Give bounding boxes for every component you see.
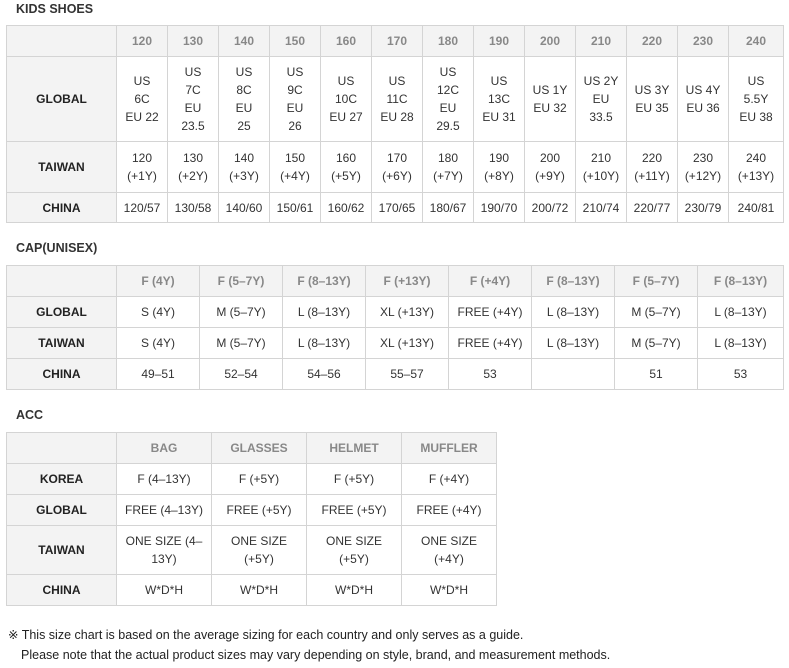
table-cell: [627, 193, 678, 223]
cell-line: US: [439, 65, 457, 79]
cell-line: 190: [488, 151, 510, 165]
table-cell: [117, 193, 168, 223]
cell-line: (+9Y): [535, 169, 565, 183]
cell-line: US 2Y: [583, 74, 619, 88]
table-cell: [525, 193, 576, 223]
cell-line: EU 32: [533, 101, 567, 115]
cell-line: 33.5: [589, 110, 613, 124]
table-cell: 54–56: [283, 359, 366, 390]
table-cell: 55–57: [366, 359, 449, 390]
table-cell: [423, 142, 474, 193]
cell-line: (+2Y): [178, 169, 208, 183]
table-cell: [729, 193, 784, 223]
cell-line: 8C: [236, 83, 252, 97]
cell-line: (+11Y): [634, 169, 670, 183]
table-cell: [372, 193, 423, 223]
cell-line: 150/61: [276, 200, 314, 215]
table-cell: [402, 464, 497, 495]
column-header: BAG: [117, 433, 212, 464]
cell-line: US: [184, 65, 202, 79]
column-header: 220: [627, 26, 678, 57]
table-cell: L (8–13Y): [532, 297, 615, 328]
cell-line: 13C: [487, 92, 510, 106]
cell-line: 160/62: [327, 200, 365, 215]
column-header: 160: [321, 26, 372, 57]
table-cell: 51: [615, 359, 698, 390]
cell-line: 140/60: [225, 200, 263, 215]
table-cell: M (5–7Y): [200, 328, 283, 359]
table-cell: [729, 57, 784, 142]
cell-line: 7C: [185, 83, 201, 97]
cell-line: (+5Y): [244, 552, 274, 566]
cell-line: EU: [286, 101, 304, 115]
cell-line: EU 35: [635, 101, 669, 115]
table-cell: L (8–13Y): [283, 297, 366, 328]
cell-line: FREE (+5Y): [226, 503, 292, 517]
table-cell: [576, 142, 627, 193]
footnote-line-2: Please note that the actual product sizes may vary depending on style, brand, and measurement methods.: [21, 648, 611, 662]
table-cell: [117, 57, 168, 142]
table-cell: [627, 142, 678, 193]
cell-line: 29.5: [436, 119, 460, 133]
table-cell: [532, 359, 615, 390]
cell-line: EU: [592, 92, 610, 106]
column-header: 170: [372, 26, 423, 57]
cap-table: [6, 265, 784, 390]
cell-line: 140: [233, 151, 255, 165]
table-cell: [270, 142, 321, 193]
header-row: [7, 266, 784, 297]
table-cell: [212, 495, 307, 526]
row-label: TAIWAN: [7, 142, 117, 193]
table-cell: 53: [698, 359, 784, 390]
cell-line: 180/67: [429, 200, 467, 215]
column-header: F (+4Y): [449, 266, 532, 297]
table-cell: [423, 193, 474, 223]
cell-line: (+13Y): [737, 169, 775, 183]
row-label: CHINA: [7, 193, 117, 223]
row-label: CHINA: [7, 575, 117, 606]
cell-line: 120/57: [123, 200, 161, 215]
cell-line: W*D*H: [240, 583, 278, 597]
table-cell: FREE (+4Y): [449, 297, 532, 328]
cell-line: 190/70: [480, 200, 518, 215]
cell-line: EU 36: [686, 101, 720, 115]
cell-line: 25: [237, 119, 251, 133]
row-label: GLOBAL: [7, 297, 117, 328]
cell-line: (+6Y): [382, 169, 412, 183]
table-cell: [307, 526, 402, 575]
cell-line: 11C: [386, 92, 408, 106]
cell-line: 9C: [287, 83, 303, 97]
cell-line: US 4Y: [685, 83, 721, 97]
table-cell: XL (+13Y): [366, 297, 449, 328]
table-cell: [678, 193, 729, 223]
cell-line: 200: [539, 151, 561, 165]
table-row: [7, 526, 497, 575]
table-cell: L (8–13Y): [283, 328, 366, 359]
column-header: 190: [474, 26, 525, 57]
cell-line: (+3Y): [229, 169, 259, 183]
table-cell: [168, 57, 219, 142]
header-row: [7, 26, 784, 57]
cell-line: W*D*H: [145, 583, 183, 597]
cell-line: 160: [335, 151, 357, 165]
table-cell: [474, 57, 525, 142]
table-cell: [474, 193, 525, 223]
table-row: [7, 297, 784, 328]
corner-cell: [7, 26, 117, 57]
table-cell: [372, 57, 423, 142]
acc-title: ACC: [16, 408, 44, 422]
header-row: [7, 433, 497, 464]
table-cell: [576, 193, 627, 223]
table-cell: M (5–7Y): [200, 297, 283, 328]
table-cell: 49–51: [117, 359, 200, 390]
cell-line: 220/77: [633, 200, 671, 215]
table-cell: [678, 57, 729, 142]
corner-cell: [7, 433, 117, 464]
cell-line: 170/65: [378, 200, 416, 215]
table-cell: [219, 142, 270, 193]
table-cell: [117, 142, 168, 193]
cell-line: 150: [284, 151, 306, 165]
cell-line: 26: [288, 119, 302, 133]
table-cell: [321, 142, 372, 193]
cell-line: 5.5Y: [743, 92, 769, 106]
table-cell: [402, 575, 497, 606]
cap-title: CAP(UNISEX): [16, 241, 98, 255]
cell-line: US 3Y: [634, 83, 670, 97]
cell-line: ONE SIZE: [420, 534, 477, 548]
table-cell: [117, 575, 212, 606]
cell-line: EU 27: [329, 110, 363, 124]
cell-line: 6C: [134, 92, 150, 106]
cell-line: 210: [590, 151, 612, 165]
cell-line: ONE SIZE: [230, 534, 287, 548]
table-cell: FREE (+4Y): [449, 328, 532, 359]
cell-line: EU: [439, 101, 457, 115]
table-cell: 53: [449, 359, 532, 390]
column-header: F (8–13Y): [532, 266, 615, 297]
cell-line: US: [747, 74, 765, 88]
cell-line: EU 28: [380, 110, 414, 124]
row-label: GLOBAL: [7, 495, 117, 526]
table-cell: [525, 57, 576, 142]
table-cell: [729, 142, 784, 193]
column-header: 200: [525, 26, 576, 57]
table-row: [7, 464, 497, 495]
cell-line: 130/58: [174, 200, 212, 215]
cell-line: (+4Y): [280, 169, 310, 183]
cell-line: W*D*H: [430, 583, 468, 597]
corner-cell: [7, 266, 117, 297]
cell-line: (+7Y): [433, 169, 463, 183]
table-cell: [270, 57, 321, 142]
cell-line: US: [490, 74, 508, 88]
table-cell: XL (+13Y): [366, 328, 449, 359]
table-row: [7, 142, 784, 193]
table-cell: [307, 575, 402, 606]
cell-line: US: [133, 74, 151, 88]
table-cell: [212, 464, 307, 495]
cell-line: 210/74: [582, 200, 620, 215]
table-cell: [270, 193, 321, 223]
cell-line: 180: [437, 151, 459, 165]
footnote-line-1: ※ This size chart is based on the average sizing for each country and only serves as a guide.: [8, 628, 524, 642]
column-header: F (8–13Y): [283, 266, 366, 297]
cell-line: F (+5Y): [333, 472, 375, 486]
cell-line: 10C: [334, 92, 357, 106]
cell-line: 170: [386, 151, 408, 165]
column-header: MUFFLER: [402, 433, 497, 464]
column-header: 180: [423, 26, 474, 57]
table-row: [7, 359, 784, 390]
cell-line: EU 38: [739, 110, 773, 124]
cell-line: 240: [745, 151, 767, 165]
table-cell: M (5–7Y): [615, 328, 698, 359]
cell-line: ONE SIZE (4–: [125, 534, 203, 548]
kids-shoes-title: KIDS SHOES: [16, 2, 94, 16]
cell-line: US: [235, 65, 253, 79]
table-cell: [678, 142, 729, 193]
cell-line: (+8Y): [484, 169, 514, 183]
cell-line: FREE (+4Y): [416, 503, 482, 517]
table-cell: [117, 495, 212, 526]
cell-line: 12C: [436, 83, 459, 97]
table-cell: [168, 193, 219, 223]
column-header: 150: [270, 26, 321, 57]
cell-line: 13Y): [151, 552, 177, 566]
row-label: CHINA: [7, 359, 117, 390]
cell-line: FREE (4–13Y): [124, 503, 204, 517]
table-cell: [307, 495, 402, 526]
table-cell: [212, 575, 307, 606]
table-row: [7, 575, 497, 606]
column-header: F (8–13Y): [698, 266, 784, 297]
cell-line: (+1Y): [127, 169, 157, 183]
cell-line: (+4Y): [434, 552, 464, 566]
table-row: [7, 495, 497, 526]
cell-line: EU 22: [125, 110, 159, 124]
table-cell: [402, 495, 497, 526]
footnote: [8, 625, 610, 665]
cell-line: (+12Y): [684, 169, 722, 183]
cell-line: (+5Y): [339, 552, 369, 566]
table-cell: [402, 526, 497, 575]
cell-line: US: [286, 65, 304, 79]
cell-line: US: [337, 74, 355, 88]
column-header: 210: [576, 26, 627, 57]
cell-line: 23.5: [181, 119, 205, 133]
column-header: F (5–7Y): [615, 266, 698, 297]
table-cell: [212, 526, 307, 575]
cell-line: 240/81: [737, 200, 775, 215]
table-cell: [117, 464, 212, 495]
table-cell: [168, 142, 219, 193]
table-cell: 52–54: [200, 359, 283, 390]
cell-line: FREE (+5Y): [321, 503, 387, 517]
table-cell: [576, 57, 627, 142]
column-header: F (4Y): [117, 266, 200, 297]
row-label: TAIWAN: [7, 328, 117, 359]
cell-line: US: [388, 74, 406, 88]
column-header: 230: [678, 26, 729, 57]
column-header: HELMET: [307, 433, 402, 464]
cell-line: 120: [131, 151, 153, 165]
kids-shoes-table: [6, 25, 784, 223]
column-header: 240: [729, 26, 784, 57]
cell-line: ONE SIZE: [325, 534, 382, 548]
table-cell: L (8–13Y): [698, 328, 784, 359]
table-row: [7, 328, 784, 359]
table-cell: [525, 142, 576, 193]
cell-line: (+10Y): [582, 169, 620, 183]
table-cell: [117, 526, 212, 575]
cell-line: F (4–13Y): [137, 472, 191, 486]
cell-line: US 1Y: [532, 83, 568, 97]
cell-line: 200/72: [531, 200, 569, 215]
cell-line: 130: [182, 151, 204, 165]
table-cell: [474, 142, 525, 193]
table-cell: [372, 142, 423, 193]
cell-line: 220: [641, 151, 663, 165]
table-cell: [321, 57, 372, 142]
column-header: F (+13Y): [366, 266, 449, 297]
cell-line: EU 31: [482, 110, 516, 124]
row-label: KOREA: [7, 464, 117, 495]
row-label: TAIWAN: [7, 526, 117, 575]
cell-line: 230/79: [684, 200, 722, 215]
cell-line: F (+4Y): [428, 472, 470, 486]
row-label: GLOBAL: [7, 57, 117, 142]
table-cell: [219, 57, 270, 142]
table-row: [7, 193, 784, 223]
table-cell: [321, 193, 372, 223]
table-cell: [219, 193, 270, 223]
cell-line: EU: [235, 101, 253, 115]
column-header: 140: [219, 26, 270, 57]
table-cell: L (8–13Y): [532, 328, 615, 359]
table-cell: M (5–7Y): [615, 297, 698, 328]
table-cell: S (4Y): [117, 297, 200, 328]
cell-line: EU: [184, 101, 202, 115]
cell-line: W*D*H: [335, 583, 373, 597]
cell-line: (+5Y): [331, 169, 361, 183]
cell-line: F (+5Y): [238, 472, 280, 486]
table-cell: [423, 57, 474, 142]
table-cell: [307, 464, 402, 495]
table-cell: S (4Y): [117, 328, 200, 359]
table-row: [7, 57, 784, 142]
column-header: 120: [117, 26, 168, 57]
acc-table: [6, 432, 497, 606]
column-header: 130: [168, 26, 219, 57]
column-header: F (5–7Y): [200, 266, 283, 297]
table-cell: [627, 57, 678, 142]
table-cell: L (8–13Y): [698, 297, 784, 328]
cell-line: 230: [692, 151, 714, 165]
column-header: GLASSES: [212, 433, 307, 464]
